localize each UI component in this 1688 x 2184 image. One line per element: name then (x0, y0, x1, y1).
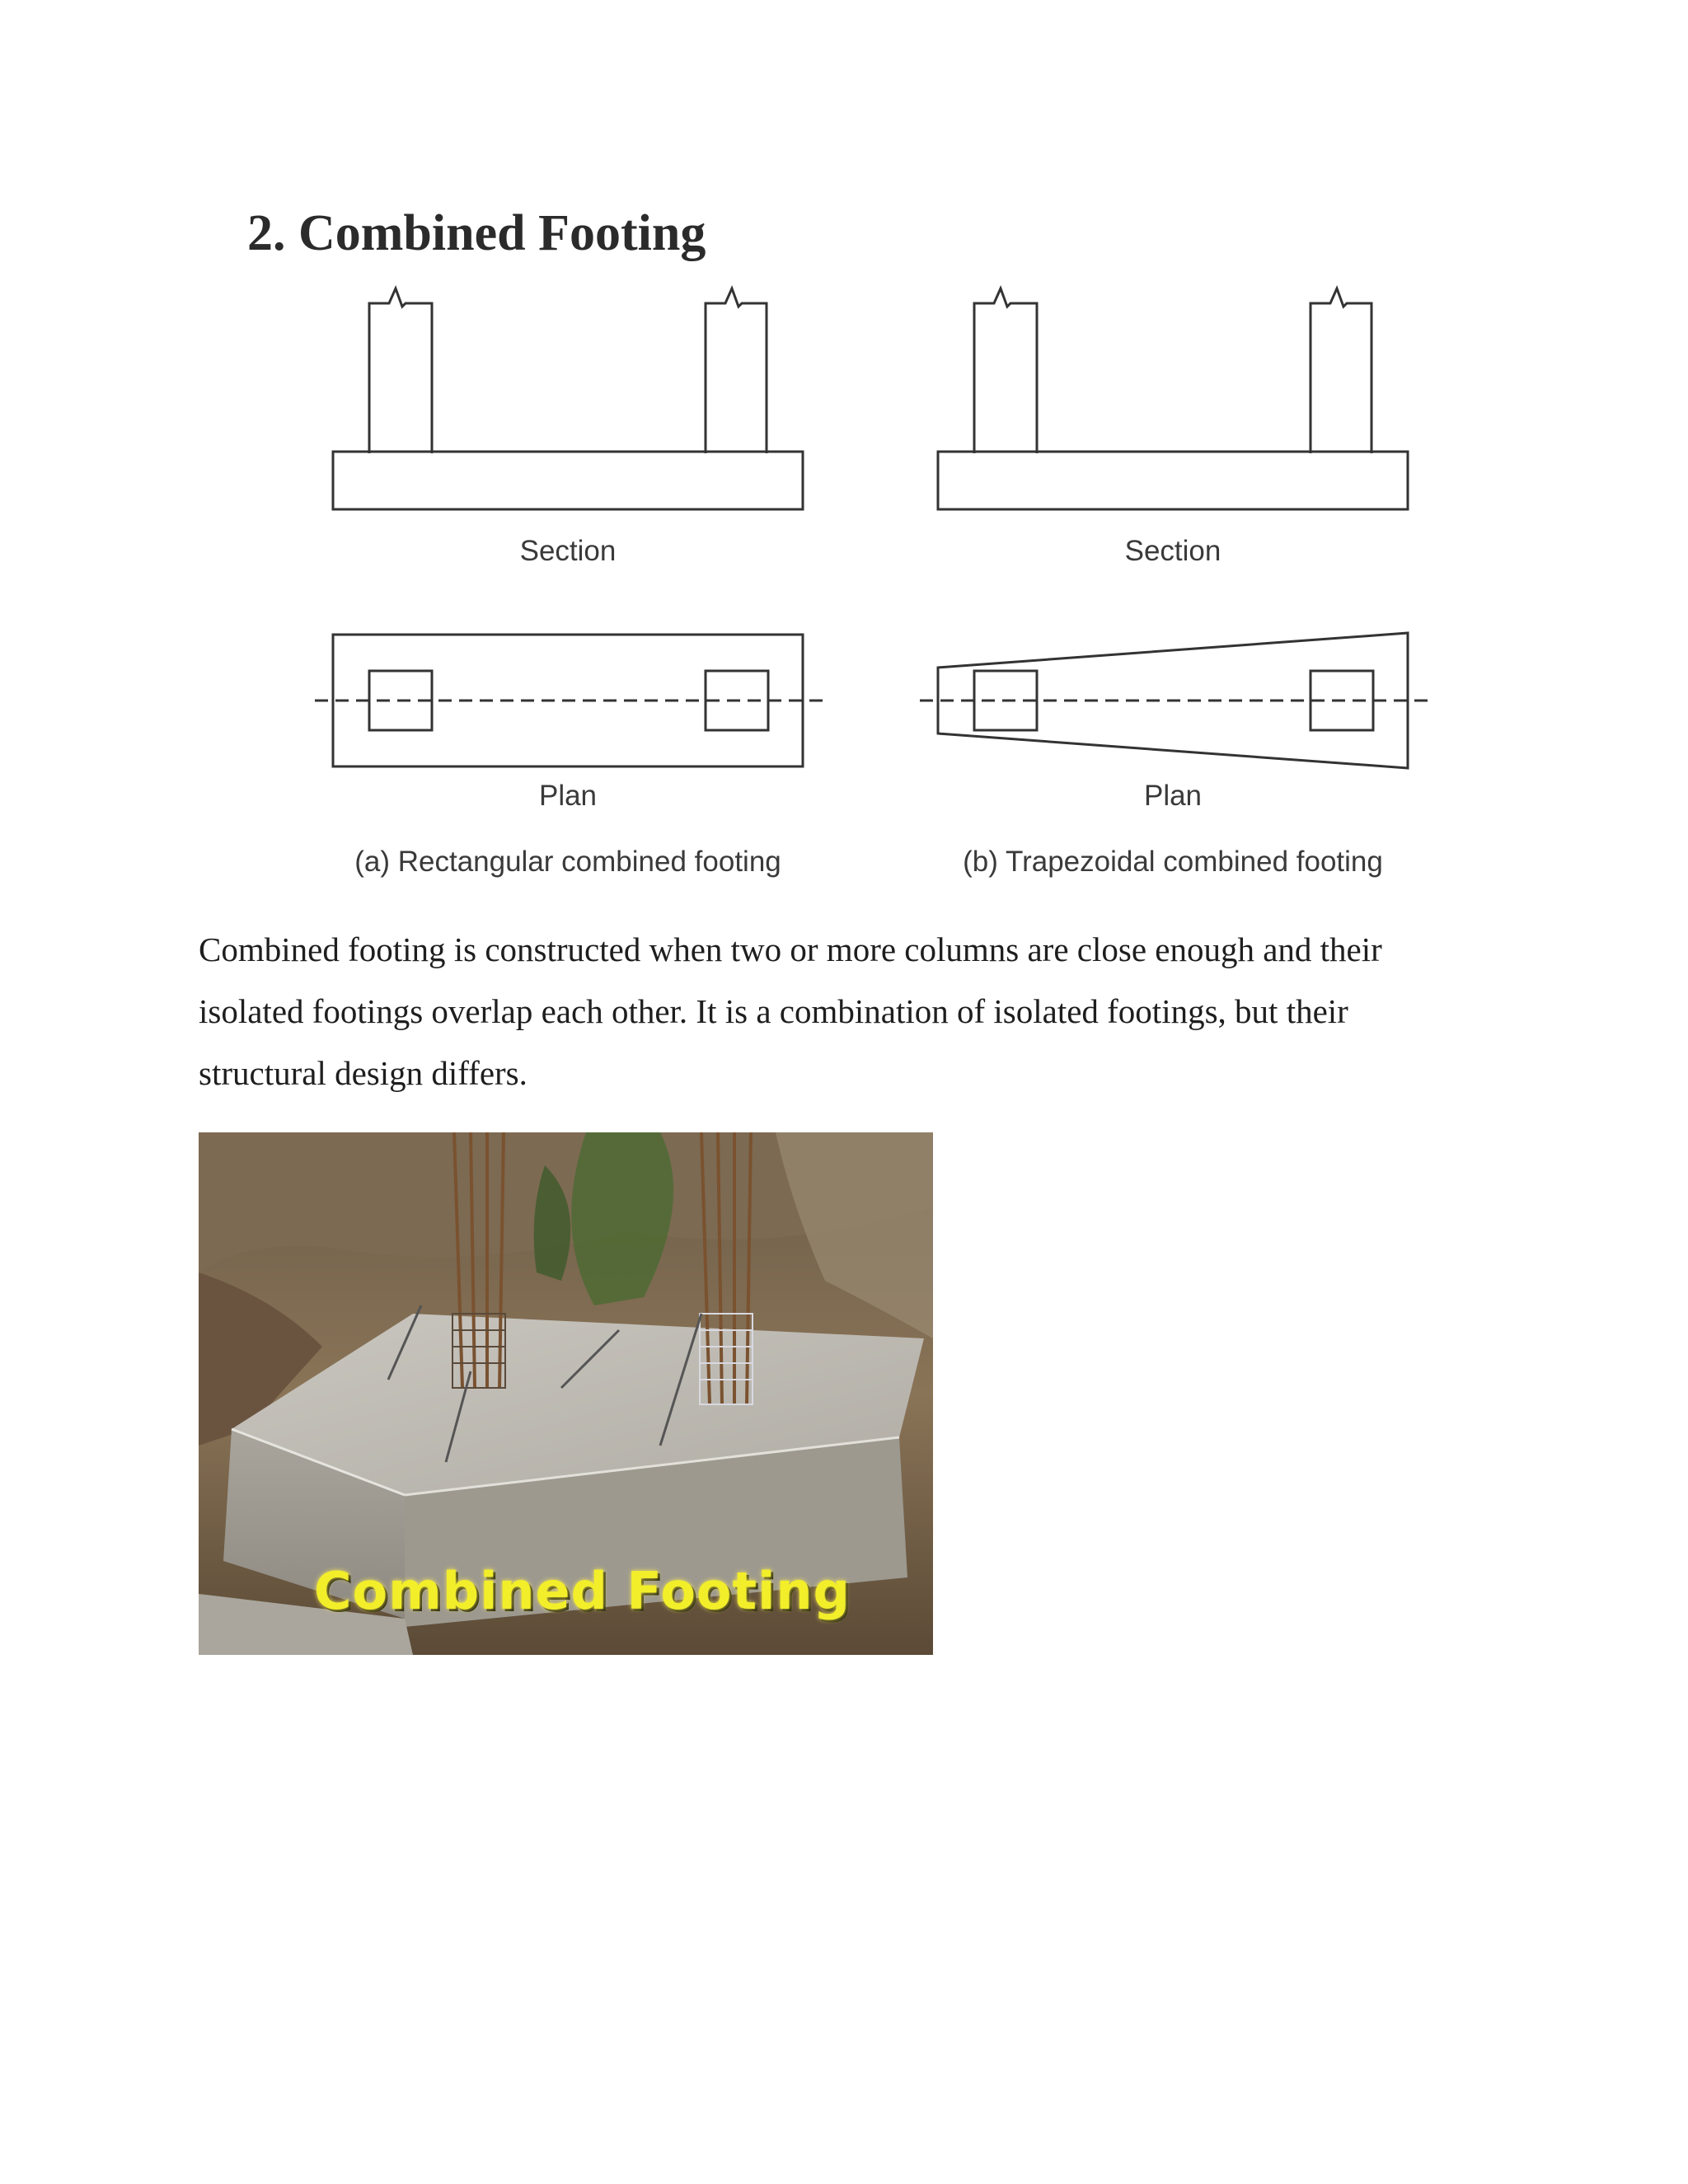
trap-caption: (b) Trapezoidal combined footing (963, 846, 1383, 878)
trap-plan-drawing (920, 633, 1428, 768)
trap-section-drawing (938, 288, 1408, 509)
trap-section-label: Section (1124, 535, 1221, 567)
photo-caption: Combined Footing (314, 1561, 851, 1621)
rect-section-label: Section (519, 535, 617, 567)
combined-footing-photo (199, 1132, 933, 1655)
section-heading: 2. Combined Footing (247, 205, 706, 261)
paragraph-line: isolated footings overlap each other. It is a combination of isolated footings, but their (199, 992, 1348, 1030)
rect-caption: (a) Rectangular combined footing (354, 846, 781, 878)
paragraph-line: Combined footing is constructed when two or more columns are close enough and their (199, 930, 1382, 968)
combined-footing-diagram (297, 280, 1451, 890)
trap-plan-label: Plan (1143, 780, 1203, 812)
body-paragraph (199, 919, 1501, 1104)
rect-plan-drawing (315, 635, 823, 766)
paragraph-line: structural design differs. (199, 1054, 528, 1092)
rect-section-drawing (333, 288, 803, 509)
rect-plan-label: Plan (538, 780, 598, 812)
